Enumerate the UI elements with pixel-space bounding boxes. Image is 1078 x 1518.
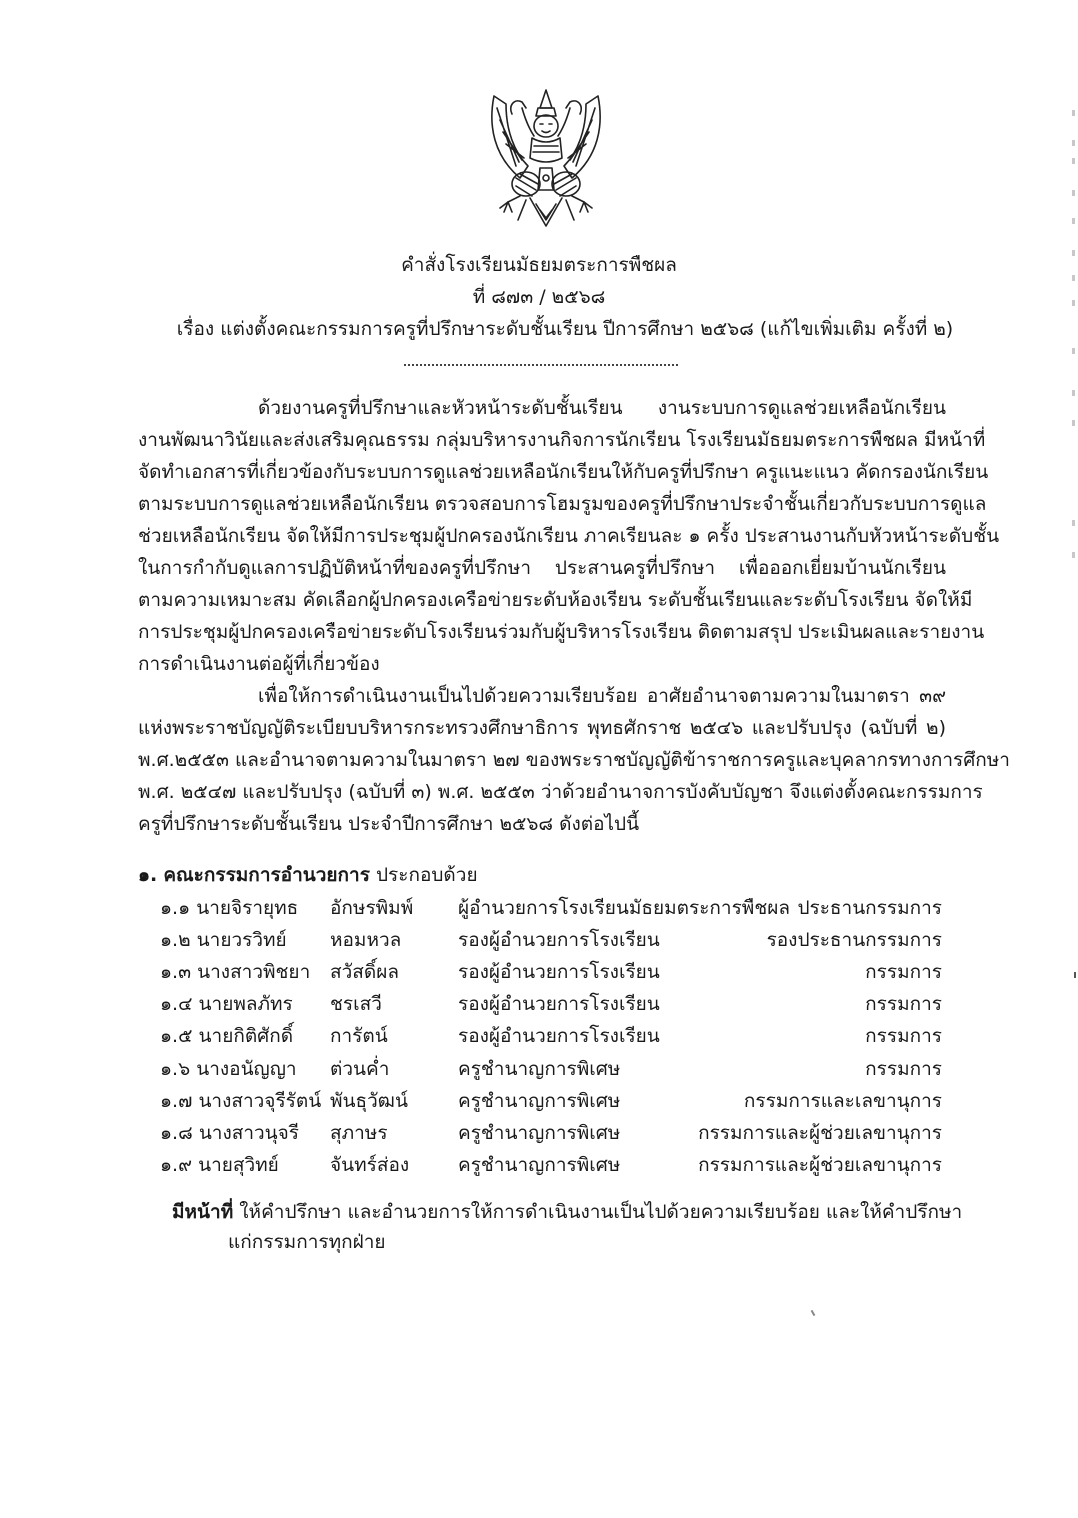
member-no: ๑.๗ [160,1090,193,1112]
duty-line-1 [172,1197,963,1227]
paragraph-2-line: ครูที่ปรึกษาระดับชั้นเรียน ประจำปีการศึกษา ๒๕๖๘ ดังต่อไปนี้ [138,813,640,835]
member-no: ๑.๘ [160,1122,193,1144]
member-position: รองผู้อำนวยการโรงเรียน [458,1025,660,1047]
paragraph-1-line: จัดทำเอกสารที่เกี่ยวข้องกับระบบการดูแลช่วยเหลือนักเรียนให้กับครูที่ปรึกษา ครูแนะแนว คัดกรองนักเรียน [138,461,989,483]
section-1-number: ๑. [138,864,158,886]
member-role: กรรมการ [865,1025,942,1047]
member-no-name [160,895,298,921]
member-surname: ชรเสวี [330,993,382,1015]
duty-statement [172,1197,963,1257]
paragraph-2-line: พ.ศ. ๒๕๔๗ และปรับปรุง (ฉบับที่ ๓) พ.ศ. ๒๕๕๓ ว่าด้วยอำนาจการบังคับบัญชา จึงแต่งตั้งคณะกรรมการ [138,781,983,803]
member-row [0,1056,1078,1086]
member-row [0,1120,1078,1150]
paragraph-2-line: เพื่อให้การดำเนินงานเป็นไปด้วยความเรียบร้อย อาศัยอำนาจตามความในมาตรา ๓๙ [258,685,946,707]
member-row [0,991,1078,1021]
member-no-name [160,991,293,1017]
member-role: กรรมการ [865,993,942,1015]
member-role: กรรมการและผู้ช่วยเลขานุการ [698,1122,942,1144]
member-role: กรรมการ [865,961,942,983]
member-name: นางอนัญญา [196,1058,297,1080]
order-subject: เรื่อง แต่งตั้งคณะกรรมการครูที่ปรึกษาระดับชั้นเรียน ปีการศึกษา ๒๕๖๘ (แก้ไขเพิ่มเติม ครั้งที่ ๒) [176,318,954,340]
member-no-name [160,959,310,985]
member-no: ๑.๓ [160,961,192,983]
member-row [0,927,1078,957]
member-role: ประธานกรรมการ [797,897,942,919]
member-no-name [160,1088,321,1114]
member-row [0,1088,1078,1118]
member-no-name [160,1120,299,1146]
member-role: กรรมการและเลขานุการ [743,1090,942,1112]
member-name: นายจิรายุทธ [196,897,299,919]
paragraph-1-line: การประชุมผู้ปกครองเครือข่ายระดับโรงเรียนร่วมกับผู้บริหารโรงเรียน ติดตามสรุป ประเมินผลและรายงาน [138,621,985,643]
section-1-heading [138,862,478,888]
member-no: ๑.๑ [160,897,191,919]
member-name: นางสาวนุจรี [198,1122,300,1144]
member-role: รองประธานกรรมการ [766,929,942,951]
paragraph-1-line: ตามระบบการดูแลช่วยเหลือนักเรียน ตรวจสอบการโฮมรูมของครูที่ปรึกษาประจำชั้นเกี่ยวกับระบบการดูแล [138,493,987,515]
member-name: นายสุวิทย์ [198,1154,279,1176]
member-surname: อักษรพิมพ์ [330,897,414,919]
member-name: นายกิติศักดิ์ [198,1025,294,1047]
member-name: นางสาวพิชยา [197,961,311,983]
member-position: ครูชำนาญการพิเศษ [458,1122,621,1144]
member-surname: สุภาษร [330,1122,388,1144]
duty-label: มีหน้าที่ [172,1201,234,1223]
member-position: ครูชำนาญการพิเศษ [458,1154,621,1176]
member-no: ๑.๒ [160,929,191,951]
section-1-suffix: ประกอบด้วย [375,864,478,886]
paragraph-1-line: การดำเนินงานต่อผู้ที่เกี่ยวข้อง [138,653,380,675]
paragraph-1-line: ช่วยเหลือนักเรียน จัดให้มีการประชุมผู้ปกครองนักเรียน ภาคเรียนละ ๑ ครั้ง ประสานงานกับหัวหน้าระดับชั้น [138,525,1000,547]
member-surname: ต่วนค่ำ [330,1058,390,1080]
member-row [0,895,1078,925]
paragraph-1-line: ด้วยงานครูที่ปรึกษาและหัวหน้าระดับชั้นเรียน งานระบบการดูแลช่วยเหลือนักเรียน [258,397,946,419]
member-role: กรรมการ [865,1058,942,1080]
member-role: กรรมการและผู้ช่วยเลขานุการ [698,1154,942,1176]
member-no: ๑.๙ [160,1154,193,1176]
scan-speck [811,1310,816,1316]
member-position: ครูชำนาญการพิเศษ [458,1058,621,1080]
member-row [0,1023,1078,1053]
garuda-emblem-icon [486,86,606,234]
section-1-title: คณะกรรมการอำนวยการ [163,864,370,886]
member-no: ๑.๕ [160,1025,193,1047]
member-row [0,1152,1078,1182]
order-number: ที่ ๘๗๓ / ๒๕๖๘ [472,286,606,308]
scan-edge-marks [1072,100,1076,560]
paragraph-2-line: แห่งพระราชบัญญัติระเบียบบริหารกระทรวงศึกษาธิการ พุทธศักราช ๒๕๔๖ และปรับปรุง (ฉบับที่ ๒) [138,717,946,739]
member-surname: การัตน์ [330,1025,388,1047]
member-surname: พันธุวัฒน์ [330,1090,408,1112]
paragraph-2-line: พ.ศ.๒๕๕๓ และอำนาจตามความในมาตรา ๒๗ ของพระราชบัญญัติข้าราชการครูและบุคลากรทางการศึกษา [138,749,1010,771]
member-no-name [160,1152,279,1178]
member-no-name [160,927,287,953]
member-name: นางสาวจุรีรัตน์ [198,1090,322,1112]
member-surname: สวัสดิ์ผล [330,961,399,983]
duty-line-2: แก่กรรมการทุกฝ่าย [228,1231,386,1253]
paragraph-1-line: ในการกำกับดูแลการปฏิบัติหน้าที่ของครูที่ปรึกษา ประสานครูที่ปรึกษา เพื่อออกเยี่ยมบ้านนักเรียน [138,557,946,579]
member-no: ๑.๖ [160,1058,191,1080]
member-name: นายพลภัทร [198,993,293,1015]
member-name: นายวรวิทย์ [196,929,287,951]
paragraph-1-line: งานพัฒนาวินัยและส่งเสริมคุณธรรม กลุ่มบริหารงานกิจการนักเรียน โรงเรียนมัธยมตระการพืชผล มีหน้าที่ [138,429,986,451]
dotted-divider [404,352,678,366]
duty-text: ให้คำปรึกษา และอำนวยการให้การดำเนินงานเป็นไปด้วยความเรียบร้อย และให้คำปรึกษา [239,1201,963,1223]
member-position: ครูชำนาญการพิเศษ [458,1090,621,1112]
member-no-name [160,1056,297,1082]
member-surname: หอมหวล [330,929,402,951]
member-surname: จันทร์ส่อง [330,1154,410,1176]
scan-speck [1074,972,1076,978]
paragraph-1-line: ตามความเหมาะสม คัดเลือกผู้ปกครองเครือข่ายระดับห้องเรียน ระดับชั้นเรียนและระดับโรงเรียน จัดให้มี [138,589,973,611]
member-row [0,959,1078,989]
order-title: คำสั่งโรงเรียนมัธยมตระการพืชผล [401,254,677,276]
member-position: รองผู้อำนวยการโรงเรียน [458,993,660,1015]
member-position: รองผู้อำนวยการโรงเรียน [458,929,660,951]
member-no-name [160,1023,293,1049]
member-position: ผู้อำนวยการโรงเรียนมัธยมตระการพืชผล [458,897,790,919]
member-position: รองผู้อำนวยการโรงเรียน [458,961,660,983]
member-no: ๑.๔ [160,993,193,1015]
